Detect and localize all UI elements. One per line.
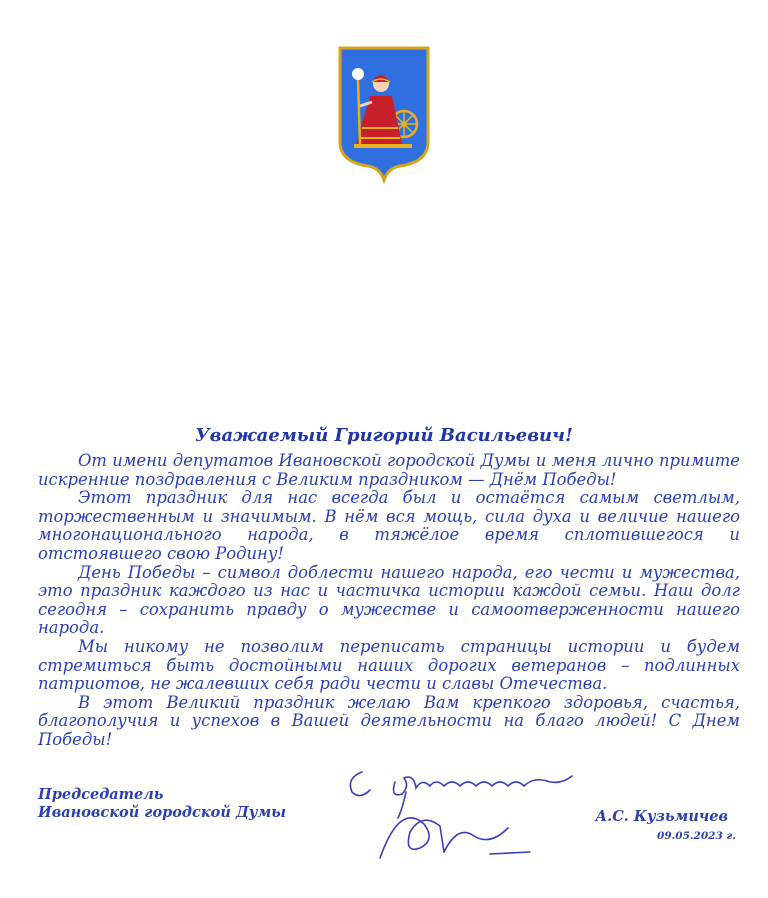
ivanovo-coat-of-arms-icon bbox=[336, 44, 432, 184]
letter-paragraph: В этот Великий праздник желаю Вам крепкого здоровья, счастья, благополучия и успехов в Вашей деятельности на благо людей! С Днем Победы! bbox=[38, 692, 740, 749]
letter-paragraph: От имени депутатов Ивановской городской Думы и меня лично примите искренние поздравления с Великим праздником — Днём Победы! bbox=[38, 451, 740, 489]
position-line-2: Ивановской городской Думы bbox=[38, 804, 287, 821]
signatory-name: А.С. Кузьмичев bbox=[595, 808, 728, 825]
letter-greeting: Уважаемый Григорий Васильевич! bbox=[195, 425, 573, 446]
letter-paragraph: Этот праздник для нас всегда был и остаётся самым светлым, торжественным и значимым. В нём вся мощь, сила духа и величие нашего многонационального народа, в тяжёлое время сплотившегося и отстоявшего свою Родину! bbox=[38, 488, 740, 563]
letter-date: 09.05.2023 г. bbox=[657, 830, 736, 842]
handwritten-signature bbox=[340, 762, 600, 862]
position-line-1: Председатель bbox=[38, 786, 164, 803]
letter-body bbox=[38, 452, 740, 750]
letter-paragraph: Мы никому не позволим переписать страницы истории и будем стремиться быть достойными наших дорогих ветеранов – подлинных патриотов, не жалевших себя ради чести и славы Отечества. bbox=[38, 636, 740, 694]
letter-paragraph: День Победы – символ доблести нашего народа, его чести и мужества, это праздник каждого из нас и частичка истории каждой семьи. Наш долг сегодня – сохранить правду о мужестве и самоотверженности нашего народа. bbox=[38, 562, 740, 638]
signatory-position bbox=[38, 786, 286, 822]
